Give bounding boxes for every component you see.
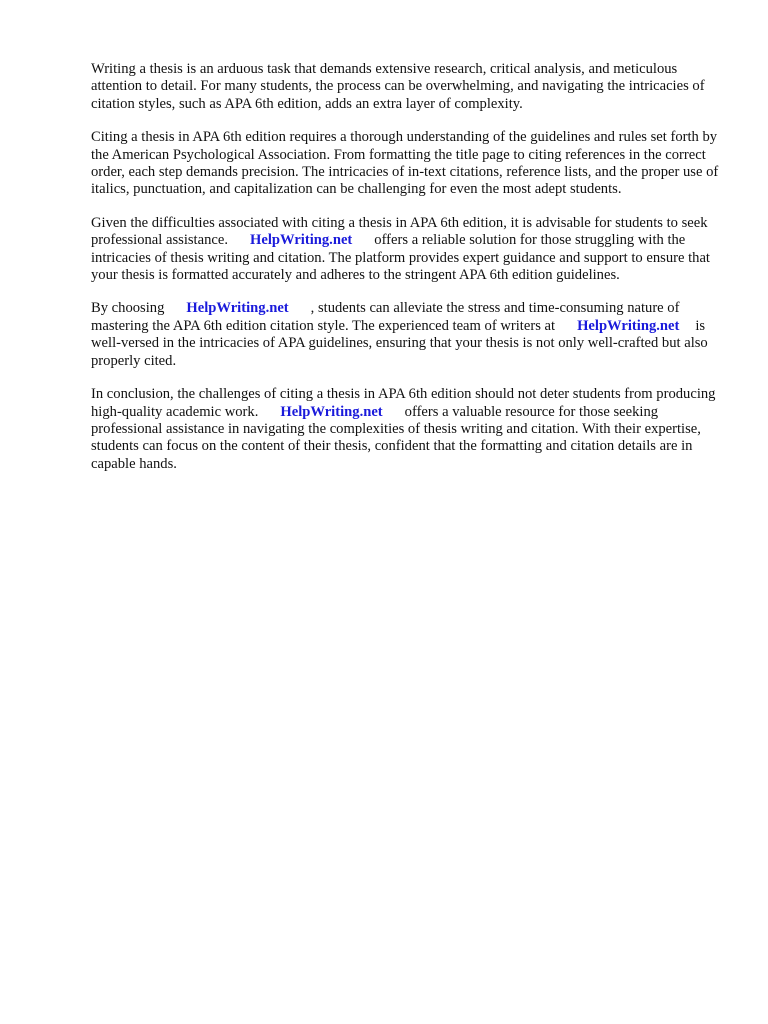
paragraph-intro — [91, 61, 723, 113]
paragraph-conclusion — [91, 386, 723, 473]
paragraph-text-middle: , students can alleviate the stress and time-consuming nature of mastering the APA 6th edition citation style. The experienced team of writers at — [91, 300, 680, 334]
paragraph-professional-assistance — [91, 215, 723, 285]
paragraph-text-before-link: Given the difficulties associated with citing a thesis in APA 6th edition, it is advisable for students to seek professional assistance. — [91, 214, 708, 249]
document-body — [91, 61, 723, 489]
paragraph-intro-text: Writing a thesis is an arduous task that demands extensive research, critical analysis, and meticulous attention to detail. For many students, the process can be overwhelming, and navigating the intricacies of citation styles, such as APA 6th edition, adds an extra layer of complexity. — [91, 61, 705, 112]
paragraph-text-after-link: offers a reliable solution for those struggling with the intricacies of thesis writing and citation. The platform provides expert guidance and support to ensure that your thesis is formatted accurately and adheres to the stringent APA 6th edition guidelines. — [91, 232, 710, 284]
paragraph-apa-requirements — [91, 129, 723, 199]
paragraph-text-before-link: In conclusion, the challenges of citing a thesis in APA 6th edition should not deter students from producing high-quality academic work. — [91, 386, 716, 420]
helpwriting-link[interactable]: HelpWriting.net — [280, 403, 383, 420]
paragraph-text-before-link: By choosing — [91, 300, 165, 317]
paragraph-choosing — [91, 300, 723, 370]
helpwriting-link[interactable]: HelpWriting.net — [186, 300, 289, 317]
paragraph-text-after-link: offers a valuable resource for those seeking professional assistance in navigating the complexities of thesis writing and citation. With their expertise, students can focus on the content of their thesis, confident that the formatting and citation details are in capable hands. — [91, 403, 701, 472]
paragraph-text-after-link: is well-versed in the intricacies of APA guidelines, ensuring that your thesis is not only well-crafted but also properly cited. — [91, 317, 708, 369]
helpwriting-link[interactable]: HelpWriting.net — [249, 232, 353, 249]
paragraph-apa-requirements-text: Citing a thesis in APA 6th edition requires a thorough understanding of the guidelines and rules set forth by the American Psychological Association. From formatting the title page to citing references in the correct order, each step demands precision. The intricacies of in-text citations, reference lists, and the proper use of italics, punctuation, and capitalization can be challenging for even the most adept students. — [91, 129, 719, 198]
helpwriting-link[interactable]: HelpWriting.net — [577, 317, 680, 334]
